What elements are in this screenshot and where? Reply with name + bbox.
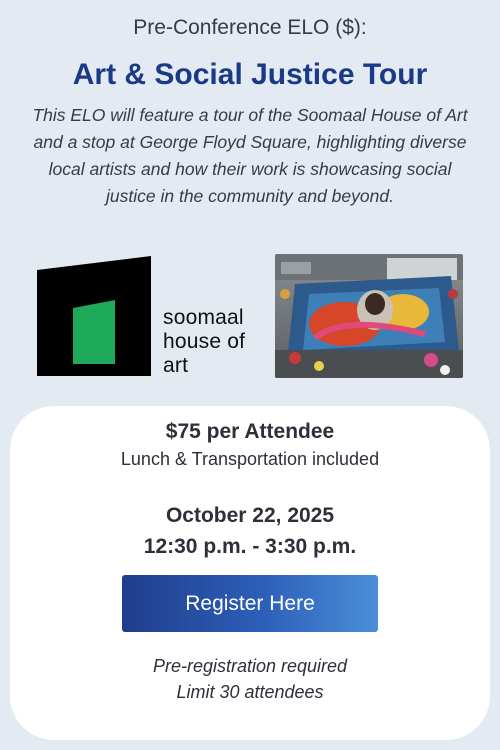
george-floyd-square-photo [275,254,463,378]
page-title: Art & Social Justice Tour [72,58,428,91]
register-button[interactable]: Register Here [122,575,378,632]
event-date: October 22, 2025 [165,504,335,527]
price-per-attendee: $75 per Attendee [165,420,335,443]
attendee-limit-note: Limit 30 attendees [176,682,324,702]
event-time: 12:30 p.m. - 3:30 p.m. [143,535,357,558]
event-description: This ELO will feature a tour of the Soomaal House of Art and a stop at George Floyd Square, highlighting diverse local artists and how their work is showcasing social justice in the community and beyond. [32,105,468,206]
soomaal-logo-text [163,306,245,378]
included-items: Lunch & Transportation included [120,449,380,469]
logo-line-2: house of [163,330,246,353]
pre-conference-label: Pre-Conference ELO ($): [133,16,367,39]
logo-line-1: soomaal [163,306,244,329]
pre-registration-note: Pre-registration required [152,656,348,676]
soomaal-logo-icon [37,256,151,376]
logo-line-3: art [163,354,189,377]
